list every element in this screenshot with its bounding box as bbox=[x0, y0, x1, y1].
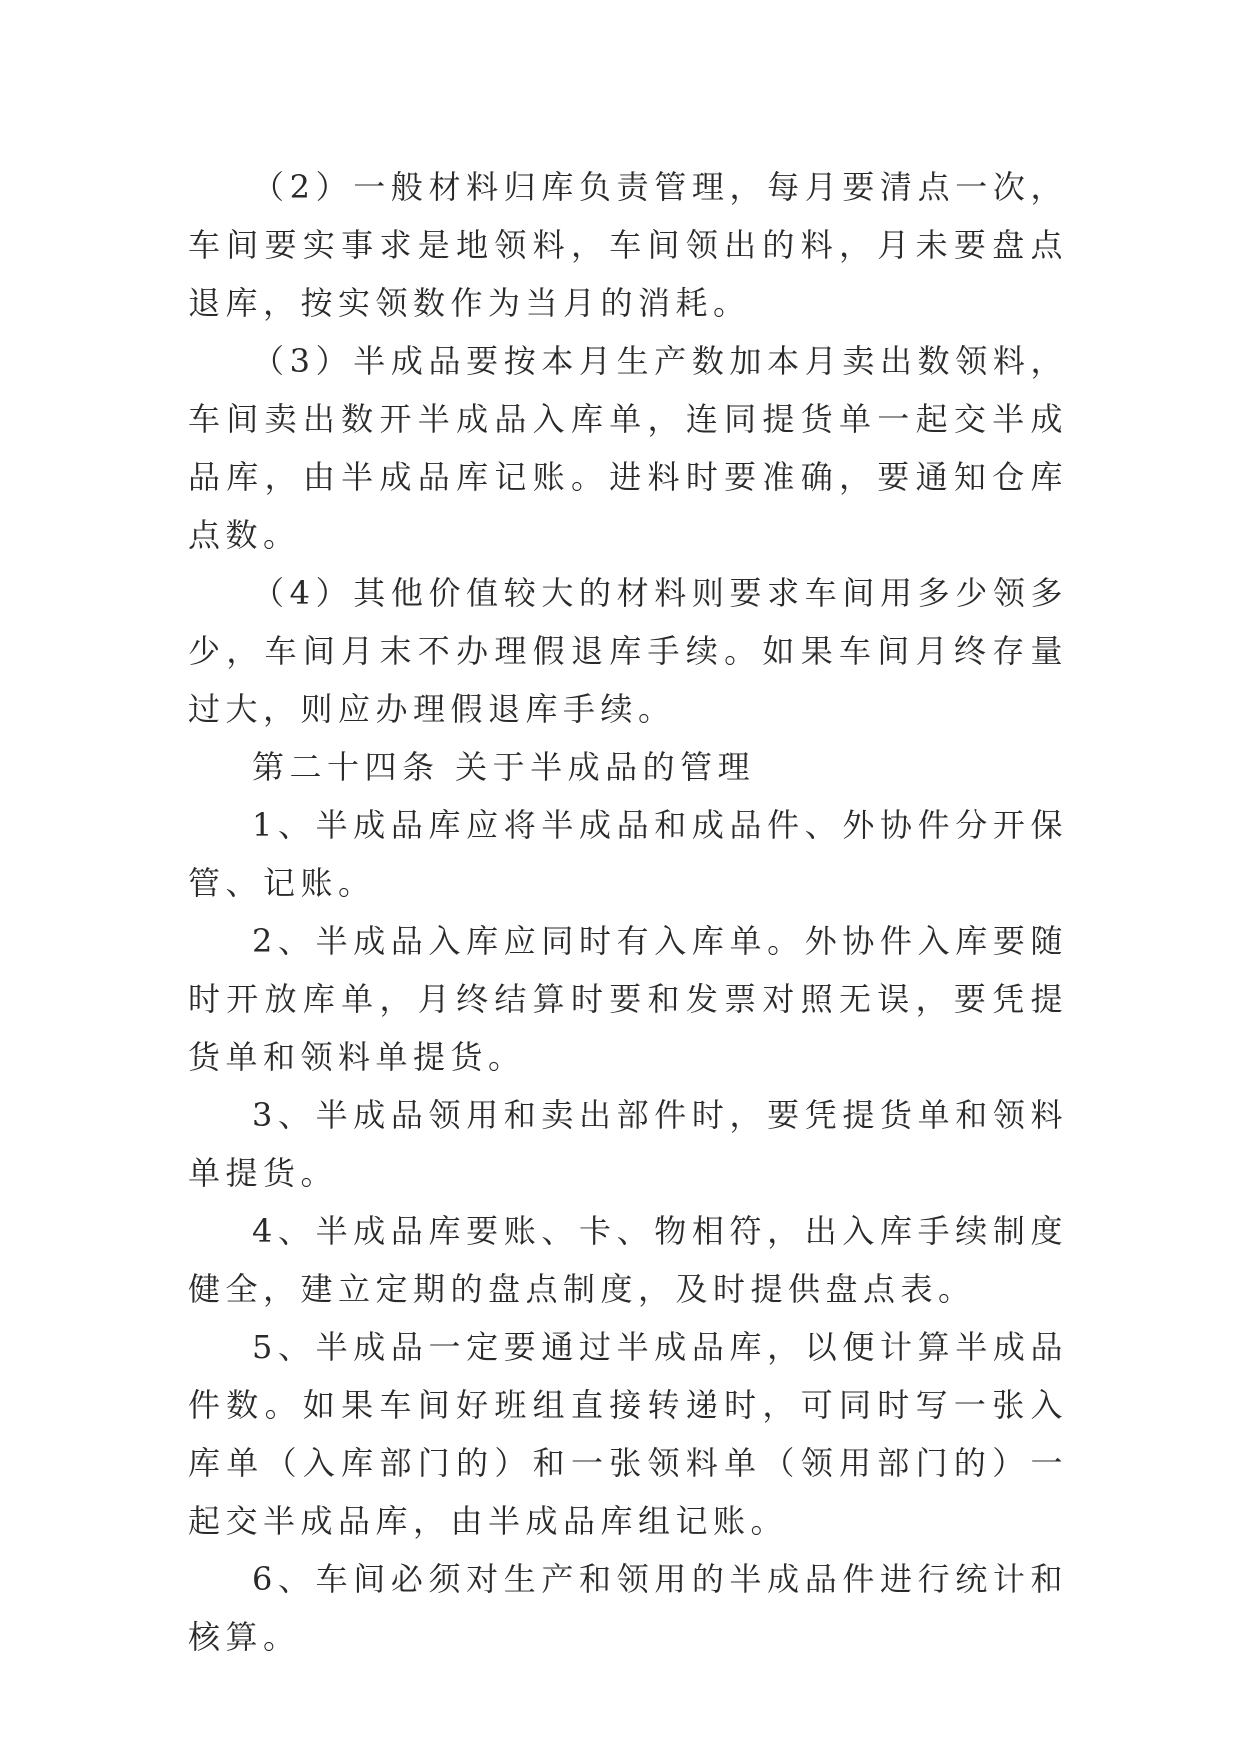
paragraph-general-materials: （2）一般材料归库负责管理，每月要清点一次，车间要实事求是地领料，车间领出的料，月未要盘点退库，按实领数作为当月的消耗。 bbox=[188, 168, 1068, 322]
paragraph-valuable-materials: （4）其他价值较大的材料则要求车间用多少领多少，车间月末不办理假退库手续。如果车间月终存量过大，则应办理假退库手续。 bbox=[188, 574, 1068, 728]
paragraph-item-3: 3、半成品领用和卖出部件时，要凭提货单和领料单提货。 bbox=[188, 1096, 1068, 1192]
paragraph-item-4: 4、半成品库要账、卡、物相符，出入库手续制度健全，建立定期的盘点制度，及时提供盘点表。 bbox=[188, 1212, 1068, 1308]
paragraph-item-2: 2、半成品入库应同时有入库单。外协件入库要随时开放库单，月终结算时要和发票对照无误，要凭提货单和领料单提货。 bbox=[188, 922, 1068, 1076]
article-heading: 第二十四条 关于半成品的管理 bbox=[252, 748, 756, 786]
paragraph-item-6: 6、车间必须对生产和领用的半成品件进行统计和核算。 bbox=[188, 1560, 1068, 1656]
document-body bbox=[188, 158, 1068, 1666]
paragraph-semi-finished-requisition: （3）半成品要按本月生产数加本月卖出数领料，车间卖出数开半成品入库单，连同提货单一起交半成品库，由半成品库记账。进料时要准确，要通知仓库点数。 bbox=[188, 342, 1068, 554]
paragraph-item-5: 5、半成品一定要通过半成品库，以便计算半成品件数。如果车间好班组直接转递时，可同时写一张入库单（入库部门的）和一张领料单（领用部门的）一起交半成品库，由半成品库组记账。 bbox=[188, 1328, 1068, 1540]
paragraph-item-1: 1、半成品库应将半成品和成品件、外协件分开保管、记账。 bbox=[188, 806, 1068, 902]
